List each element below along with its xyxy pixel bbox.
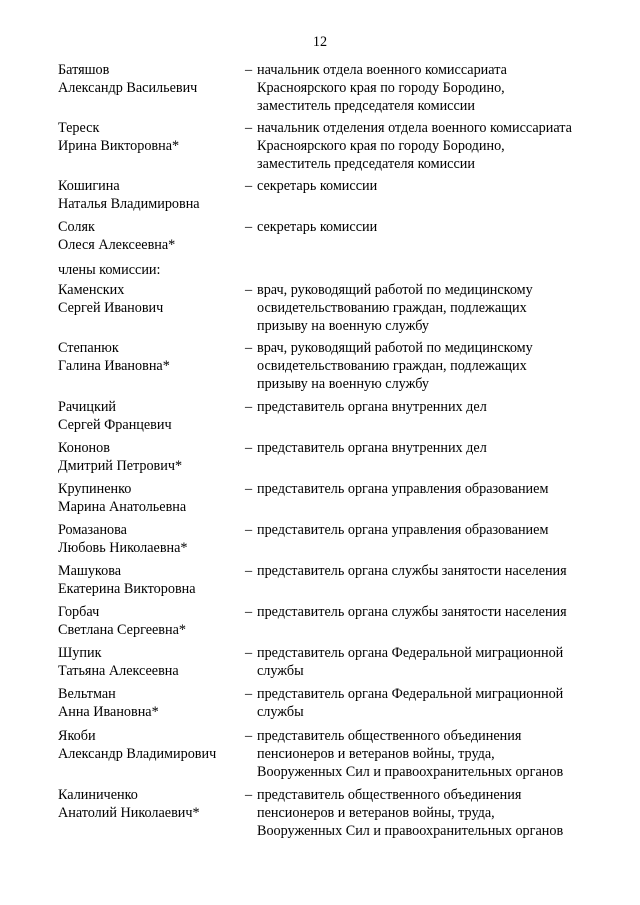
member-name <box>58 685 243 721</box>
role-line: службы <box>257 663 304 679</box>
member-role <box>245 281 605 335</box>
member-name <box>58 603 243 639</box>
member-surname: Вельтман <box>58 686 116 702</box>
member-role <box>245 439 605 457</box>
role-line: пенсионеров и ветеранов войны, труда, <box>257 746 495 762</box>
member-surname: Тереск <box>58 120 100 136</box>
role-dash: – <box>245 340 253 356</box>
role-line: секретарь комиссии <box>257 178 378 194</box>
member-role <box>245 786 605 840</box>
role-line: представитель органа внутренних дел <box>257 440 487 456</box>
role-line: представитель органа Федеральной миграционной <box>257 645 564 661</box>
member-role <box>245 644 605 680</box>
role-line: призыву на военную службу <box>257 318 429 334</box>
member-name <box>58 398 243 434</box>
member-surname: Соляк <box>58 219 95 235</box>
role-dash: – <box>245 219 253 235</box>
member-role <box>245 603 605 621</box>
member-role <box>245 218 605 236</box>
member-surname: Батяшов <box>58 62 110 78</box>
role-line: представитель общественного объединения <box>257 787 522 803</box>
member-name <box>58 281 243 317</box>
member-name <box>58 521 243 557</box>
member-given-names: Екатерина Викторовна <box>58 581 196 597</box>
role-dash: – <box>245 282 253 298</box>
role-dash: – <box>245 120 253 136</box>
role-line: Вооруженных Сил и правоохранительных органов <box>257 764 564 780</box>
member-surname: Степанюк <box>58 340 119 356</box>
members-label: члены комиссии: <box>58 262 161 278</box>
role-line: начальник отделения отдела военного комиссариата <box>257 120 572 136</box>
role-line: представитель органа управления образованием <box>257 522 549 538</box>
member-given-names: Наталья Владимировна <box>58 196 200 212</box>
member-surname: Рачицкий <box>58 399 117 415</box>
role-dash: – <box>245 399 253 415</box>
role-dash: – <box>245 62 253 78</box>
member-role <box>245 177 605 195</box>
member-surname: Крупиненко <box>58 481 132 497</box>
role-line: Красноярского края по городу Бородино, <box>257 138 505 154</box>
member-name <box>58 119 243 155</box>
member-role <box>245 685 605 721</box>
member-name <box>58 177 243 213</box>
member-name <box>58 439 243 475</box>
member-given-names: Ирина Викторовна* <box>58 138 180 154</box>
member-given-names: Александр Васильевич <box>58 80 198 96</box>
page-number: 12 <box>312 34 328 50</box>
role-line: секретарь комиссии <box>257 219 378 235</box>
member-role <box>245 398 605 416</box>
member-role <box>245 727 605 781</box>
member-role <box>245 61 605 115</box>
member-given-names: Сергей Францевич <box>58 417 172 433</box>
member-name <box>58 562 243 598</box>
member-role <box>245 339 605 393</box>
member-role <box>245 119 605 173</box>
member-given-names: Светлана Сергеевна* <box>58 622 186 638</box>
role-dash: – <box>245 728 253 744</box>
member-role <box>245 521 605 539</box>
role-line: заместитель председателя комиссии <box>257 98 475 114</box>
member-given-names: Олеся Алексеевна* <box>58 237 176 253</box>
member-name <box>58 218 243 254</box>
role-dash: – <box>245 481 253 497</box>
role-dash: – <box>245 604 253 620</box>
role-line: представитель органа службы занятости населения <box>257 604 567 620</box>
role-line: Вооруженных Сил и правоохранительных органов <box>257 823 564 839</box>
member-surname: Ромазанова <box>58 522 127 538</box>
member-given-names: Анатолий Николаевич* <box>58 805 200 821</box>
role-dash: – <box>245 645 253 661</box>
member-surname: Якоби <box>58 728 96 744</box>
role-line: представитель органа Федеральной миграционной <box>257 686 564 702</box>
member-role <box>245 562 605 580</box>
member-given-names: Любовь Николаевна* <box>58 540 188 556</box>
member-given-names: Сергей Иванович <box>58 300 164 316</box>
role-line: службы <box>257 704 304 720</box>
member-surname: Шупик <box>58 645 102 661</box>
role-line: врач, руководящий работой по медицинскому <box>257 340 533 356</box>
role-dash: – <box>245 522 253 538</box>
member-name <box>58 727 243 763</box>
role-dash: – <box>245 563 253 579</box>
role-line: представитель общественного объединения <box>257 728 522 744</box>
role-line: призыву на военную службу <box>257 376 429 392</box>
member-given-names: Дмитрий Петрович* <box>58 458 183 474</box>
member-surname: Калиниченко <box>58 787 138 803</box>
member-surname: Кононов <box>58 440 110 456</box>
member-role <box>245 480 605 498</box>
member-given-names: Татьяна Алексеевна <box>58 663 179 679</box>
role-line: освидетельствованию граждан, подлежащих <box>257 300 527 316</box>
member-given-names: Марина Анатольевна <box>58 499 187 515</box>
role-line: Красноярского края по городу Бородино, <box>257 80 505 96</box>
role-line: представитель органа управления образованием <box>257 481 549 497</box>
member-surname: Кошигина <box>58 178 120 194</box>
role-dash: – <box>245 686 253 702</box>
role-line: освидетельствованию граждан, подлежащих <box>257 358 527 374</box>
member-given-names: Александр Владимирович <box>58 746 217 762</box>
member-surname: Каменских <box>58 282 125 298</box>
member-given-names: Анна Ивановна* <box>58 704 159 720</box>
role-dash: – <box>245 178 253 194</box>
member-name <box>58 480 243 516</box>
member-name <box>58 786 243 822</box>
member-name <box>58 61 243 97</box>
role-line: заместитель председателя комиссии <box>257 156 475 172</box>
role-dash: – <box>245 440 253 456</box>
member-name <box>58 644 243 680</box>
role-line: пенсионеров и ветеранов войны, труда, <box>257 805 495 821</box>
member-given-names: Галина Ивановна* <box>58 358 170 374</box>
member-surname: Машукова <box>58 563 122 579</box>
role-line: начальник отдела военного комиссариата <box>257 62 507 78</box>
role-line: представитель органа службы занятости населения <box>257 563 567 579</box>
role-line: врач, руководящий работой по медицинскому <box>257 282 533 298</box>
role-dash: – <box>245 787 253 803</box>
member-surname: Горбач <box>58 604 100 620</box>
role-line: представитель органа внутренних дел <box>257 399 487 415</box>
member-name <box>58 339 243 375</box>
